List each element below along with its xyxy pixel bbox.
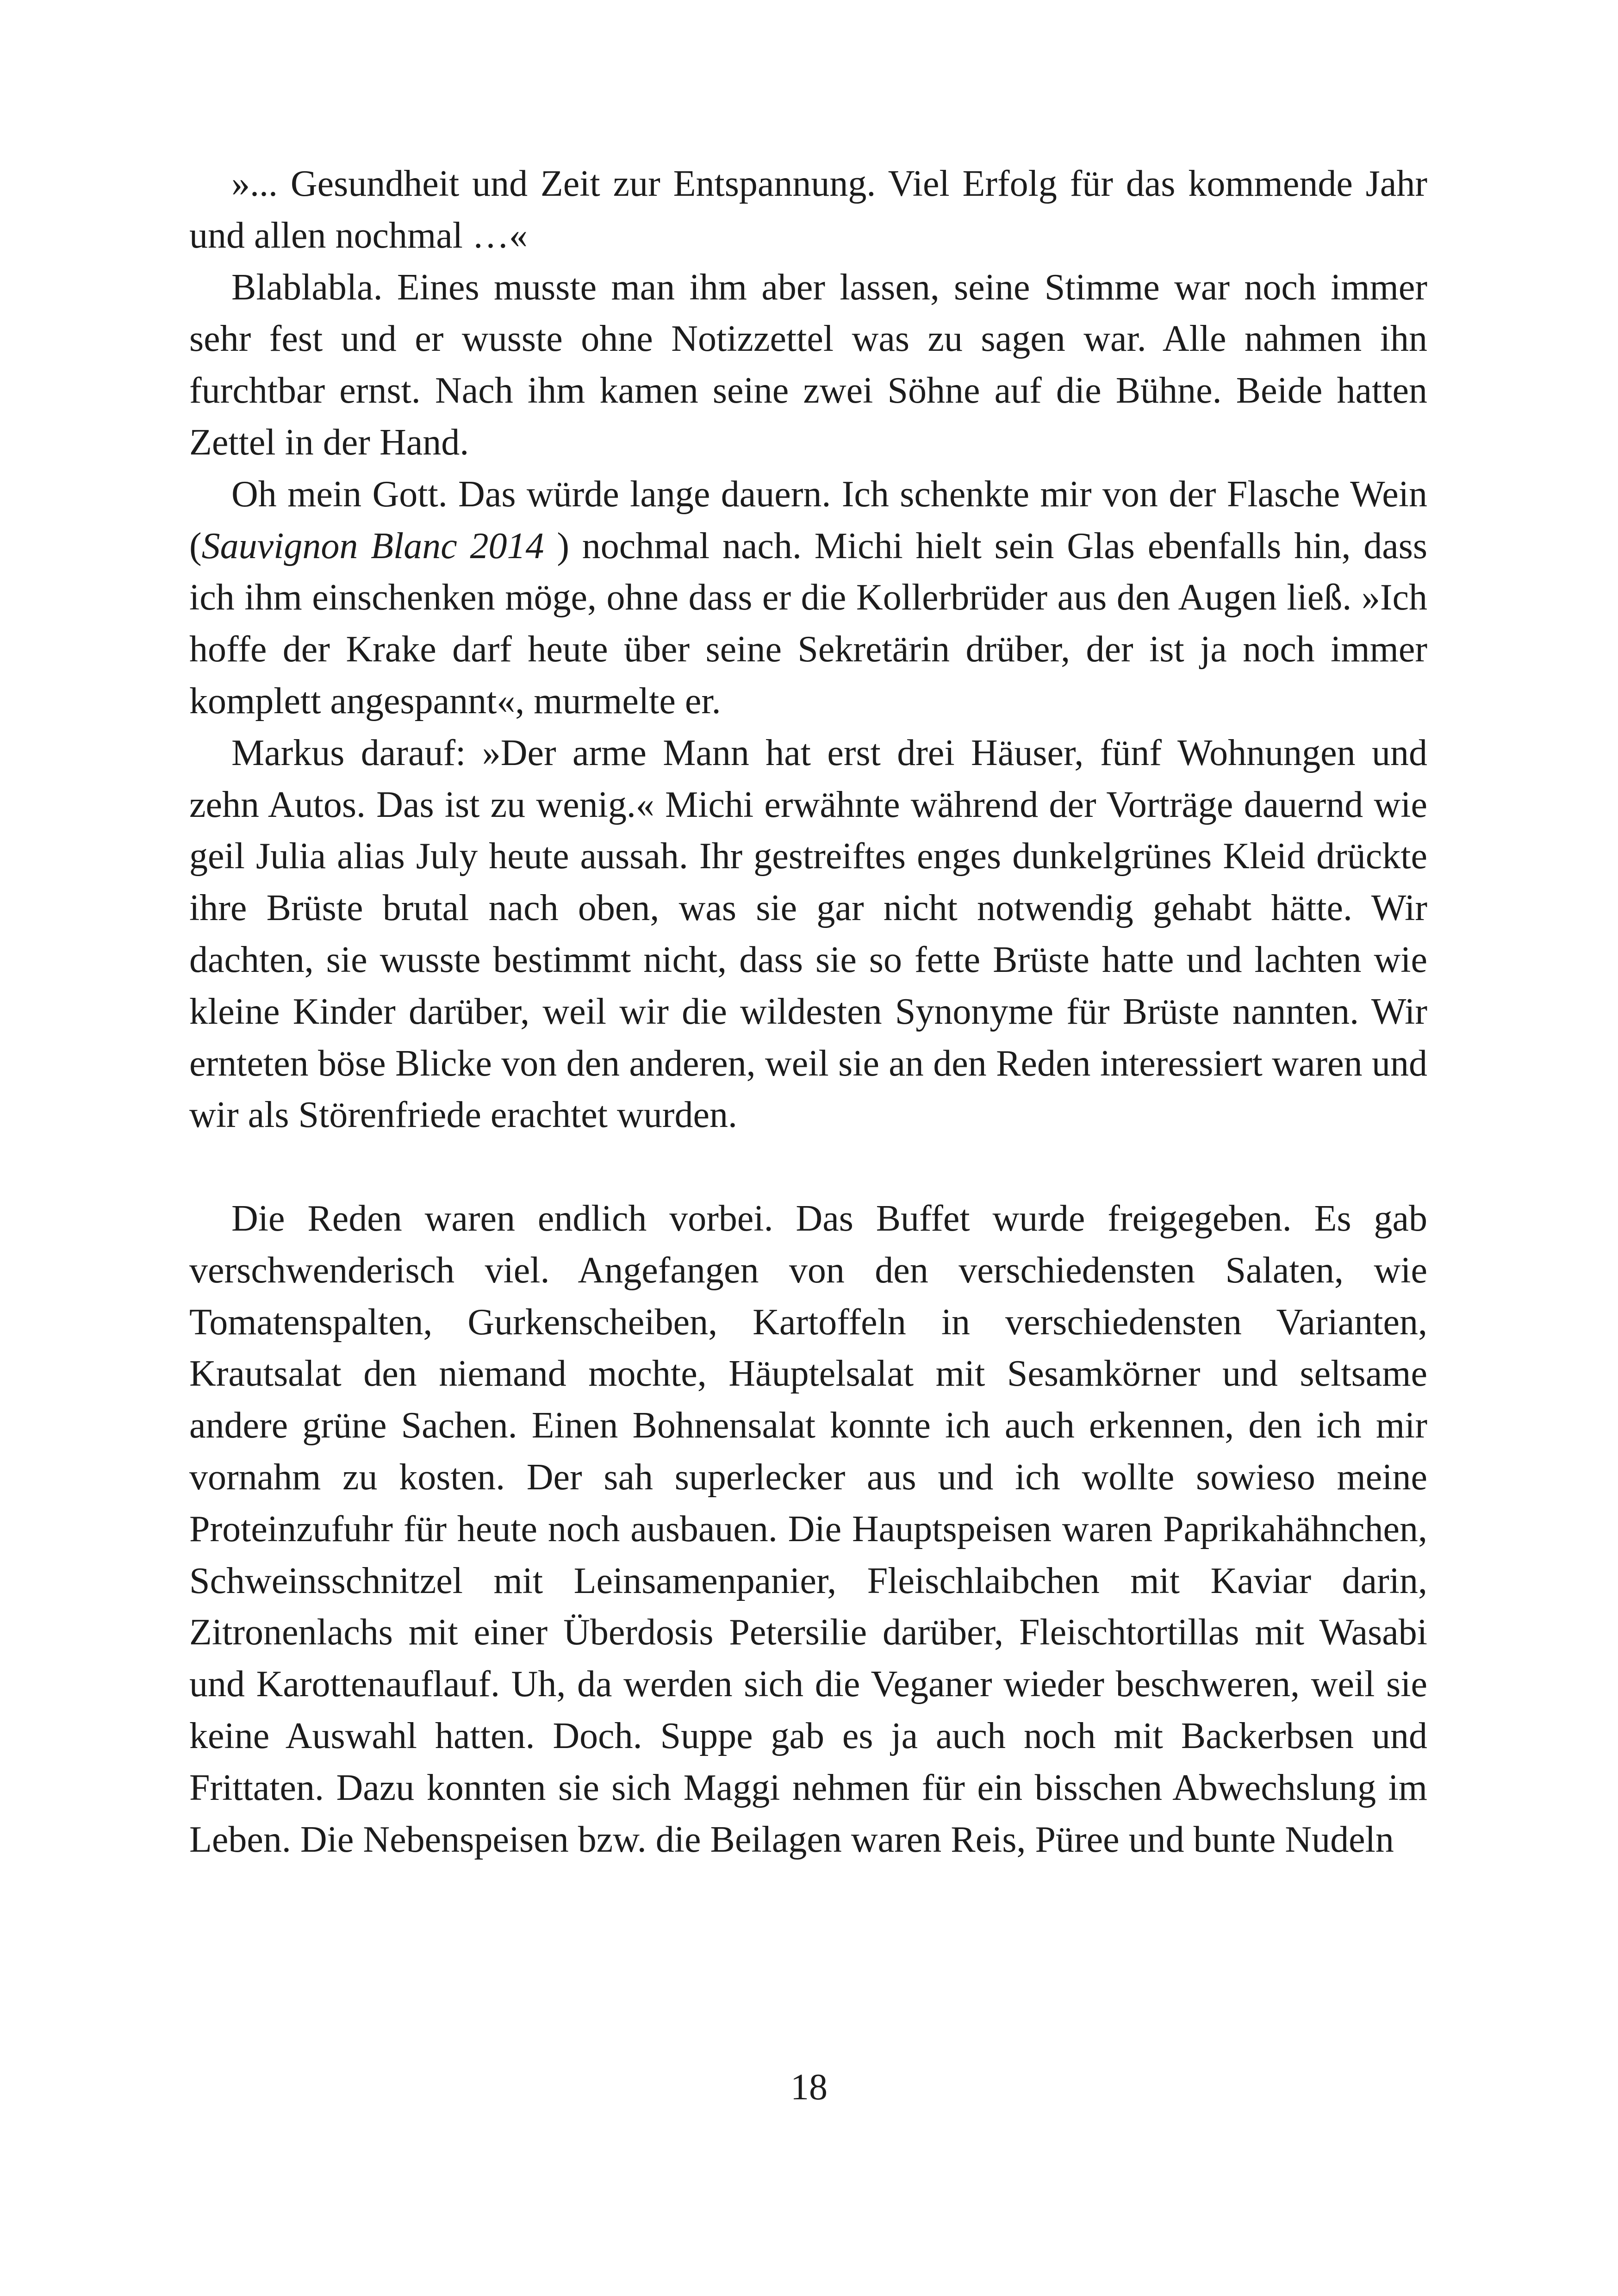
wine-name-italic: Sauvignon Blanc 2014 [201,525,544,566]
paragraph-5 [189,1193,1427,1866]
body-text [189,158,1427,1866]
paragraph-2 [189,262,1427,469]
paragraph-1-text: »... Gesundheit und Zeit zur Entspannung. Viel Erfolg für das kommende Jahr und allen nochmal …« [189,163,1427,256]
section-break [189,1141,1427,1193]
paragraph-5-text: Die Reden waren endlich vorbei. Das Buffet wurde freigegeben. Es gab verschwenderisch viel. Angefangen von den verschiedensten Salaten, wie Tomatenspalten, Gurkenscheiben, Kartoffeln in verschiedensten Varianten, Krautsalat den niemand mochte, Häuptelsalat mit Sesamkörner und seltsame andere grüne Sachen. Einen Bohnensalat konnte ich auch erkennen, den ich mir vornahm zu kosten. Der sah superlecker aus und ich wollte sowieso meine Proteinzufuhr für heute noch ausbauen. Die Hauptspeisen waren Paprikahähnchen, Schweinsschnitzel mit Leinsamenpanier, Fleischlaibchen mit Kaviar darin, Zitronenlachs mit einer Überdosis Petersilie darüber, Fleischtortillas mit Wasabi und Karottenauflauf. Uh, da werden sich die Veganer wieder beschweren, weil sie keine Auswahl hatten. Doch. Suppe gab es ja auch noch mit Backerbsen und Frittaten. Dazu konnten sie sich Maggi nehmen für ein bisschen Abwechslung im Leben. Die Nebenspeisen bzw. die Beilagen waren Reis, Püree und bunte Nudeln [189,1198,1427,1860]
paragraph-2-text: Blablabla. Eines musste man ihm aber lassen, seine Stimme war noch immer sehr fest und er wusste ohne Notizzettel was zu sagen war. Alle nahmen ihn furchtbar ernst. Nach ihm kamen seine zwei Söhne auf die Bühne. Beide hatten Zettel in der Hand. [189,267,1427,463]
paragraph-4-text: Markus darauf: »Der arme Mann hat erst drei Häuser, fünf Wohnungen und zehn Autos. Das ist zu wenig.« Michi erwähnte während der Vorträge dauernd wie geil Julia alias July heute aussah. Ihr gestreiftes enges dunkelgrünes Kleid drückte ihre Brüste brutal nach oben, was sie gar nicht notwendig gehabt hätte. Wir dachten, sie wusste bestimmt nicht, dass sie so fette Brüste hatte und lachten wie kleine Kinder darüber, weil wir die wildesten Synonyme für Brüste nannten. Wir ernteten böse Blicke von den anderen, weil sie an den Reden interessiert waren und wir als Störenfriede erachtet wurden. [189,732,1427,1136]
paragraph-4 [189,728,1427,1141]
paragraph-3-text-before: Oh mein Gott. Das würde lange dauern. Ich schenkte mir von der Flasche Wein ( [189,473,1427,566]
paragraph-3-text-after: ) nochmal nach. Michi hielt sein Glas ebenfalls hin, dass ich ihm einschenken möge, ohne dass er die Kollerbrüder aus den Augen ließ. »Ich hoffe der Krake darf heute über seine Sekretärin drüber, der ist ja noch immer komplett angespannt«, murmelte er. [189,525,1427,722]
paragraph-1 [189,158,1427,262]
paragraph-3 [189,469,1427,728]
page-number: 18 [790,2067,828,2108]
